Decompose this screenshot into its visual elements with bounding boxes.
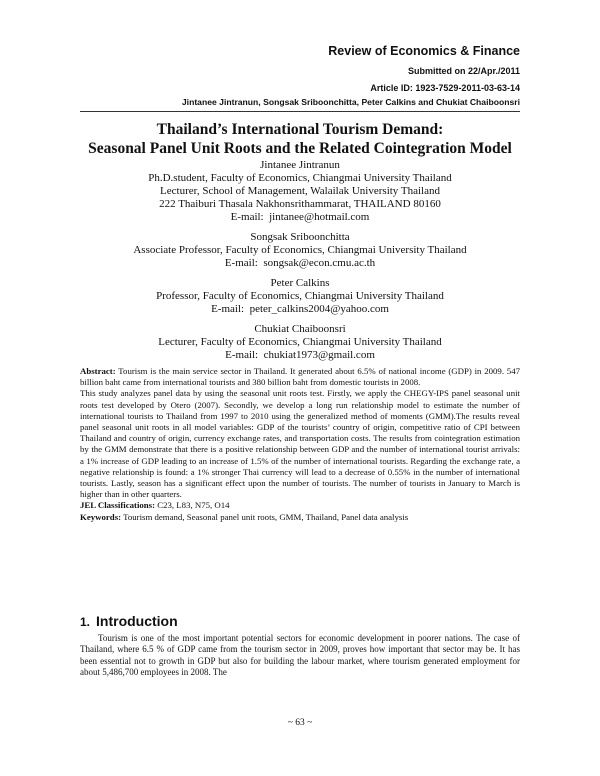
title-line-1: Thailand’s International Tourism Demand: — [156, 121, 444, 138]
author-affiliation: Associate Professor, Faculty of Economics, Chiangmai University Thailand — [133, 244, 467, 256]
section-number: 1. — [80, 615, 91, 629]
email-address[interactable]: chukiat1973@gmail.com — [263, 349, 375, 361]
author-affiliation: Ph.D.student, Faculty of Economics, Chiangmai University Thailand — [148, 172, 452, 184]
journal-name: Review of Economics & Finance — [328, 44, 520, 58]
jel-codes: C23, L83, N75, O14 — [157, 500, 230, 511]
running-authors: Jintanee Jintranun, Songsak Sriboonchitta, Peter Calkins and Chukiat Chaiboonsri — [181, 97, 520, 107]
author-email — [70, 349, 530, 362]
email-label: E-mail: — [225, 349, 259, 361]
email-address[interactable]: songsak@econ.cmu.ac.th — [263, 257, 376, 269]
author-name: Jintanee Jintranun — [260, 159, 340, 171]
author-1 — [70, 159, 530, 224]
abstract-text: Tourism is the main service sector in Thailand. It generated about 6.5% of national income (GDP) in 2009. 547 billion baht came from international tourists and 380 billion baht from domestic tourists in 2008. — [80, 366, 520, 388]
author-name: Chukiat Chaiboonsri — [254, 323, 346, 335]
email-label: E-mail: — [230, 211, 264, 223]
keywords — [80, 512, 520, 523]
author-affiliation: Professor, Faculty of Economics, Chiangmai University Thailand — [156, 290, 444, 302]
author-name: Songsak Sriboonchitta — [250, 231, 350, 243]
title-line-2: Seasonal Panel Unit Roots and the Related Cointegration Model — [88, 140, 512, 157]
article-id: Article ID: 1923-7529-2011-03-63-14 — [370, 83, 520, 93]
header-rule — [80, 111, 520, 112]
author-block — [70, 159, 530, 369]
author-email — [70, 303, 530, 316]
abstract — [80, 366, 520, 523]
email-address[interactable]: jintanee@hotmail.com — [269, 211, 370, 223]
submission-date: Submitted on 22/Apr./2011 — [407, 66, 520, 76]
section-heading — [80, 613, 178, 629]
author-name: Peter Calkins — [270, 277, 330, 289]
jel-classifications — [80, 500, 520, 511]
author-affiliation: Lecturer, School of Management, Walailak University Thailand — [160, 185, 440, 197]
author-email — [70, 211, 530, 224]
email-address[interactable]: peter_calkins2004@yahoo.com — [249, 303, 389, 315]
keywords-text: Tourism demand, Seasonal panel unit roots, GMM, Thailand, Panel data analysis — [123, 511, 409, 522]
paper-title — [70, 120, 530, 158]
jel-label: JEL Classifications: — [80, 500, 156, 511]
author-3 — [70, 277, 530, 316]
author-address: 222 Thaiburi Thasala Nakhonsrithammarat, THAILAND 80160 — [159, 198, 441, 210]
section-title: Introduction — [96, 613, 178, 629]
author-email — [70, 257, 530, 270]
page-number: ~ 63 ~ — [287, 718, 313, 728]
keywords-label: Keywords: — [80, 511, 122, 522]
abstract-label: Abstract: — [80, 366, 116, 376]
author-4 — [70, 323, 530, 362]
abstract-paragraph-1 — [80, 366, 520, 388]
email-label: E-mail: — [224, 257, 258, 269]
introduction-paragraph: Tourism is one of the most important potential sectors for economic development in poorer nations. The case of Thailand, where 6.5 % of GDP came from the tourism sector in 2009, proves how important that sector may be. It has been essential not to growth in GDP but also for building the labour market, where tourism generated employment for about 5,486,700 employees in 2008. The — [80, 633, 520, 678]
author-affiliation: Lecturer, Faculty of Economics, Chiangmai University Thailand — [158, 336, 442, 348]
abstract-paragraph-2: This study analyzes panel data by using the seasonal unit roots test. Firstly, we apply the CHEGY-IPS panel seasonal unit roots test developed by Otero (2007). Secondly, we develop a long run relationship model to estimate the number of international tourists to Thailand from 1997 to 2010 using the generalized method of moments (GMM).The results reveal panel seasonal unit roots in all model variables: GDP of the tourists’ country of origin, competitive ratio of CPI between Thailand and country of origin, currency exchange rates, and transportation costs. The results from cointegration estimation by the GMM demonstrate that there is a positive relationship between GDP and the number of international tourist arrivals: a 1% increase of GDP leading to an increase of 1.5% of the number of international tourists. Regarding the exchange rate, a negative relationship is found: a 1% stronger Thai currency will lead to a decrease of 0.55% in the number of international tourists. Lastly, season has a significant effect upon the number of tourists. The number of tourists in January to March is higher than in other quarters. — [80, 388, 520, 500]
email-label: E-mail: — [211, 303, 245, 315]
author-2 — [70, 231, 530, 270]
